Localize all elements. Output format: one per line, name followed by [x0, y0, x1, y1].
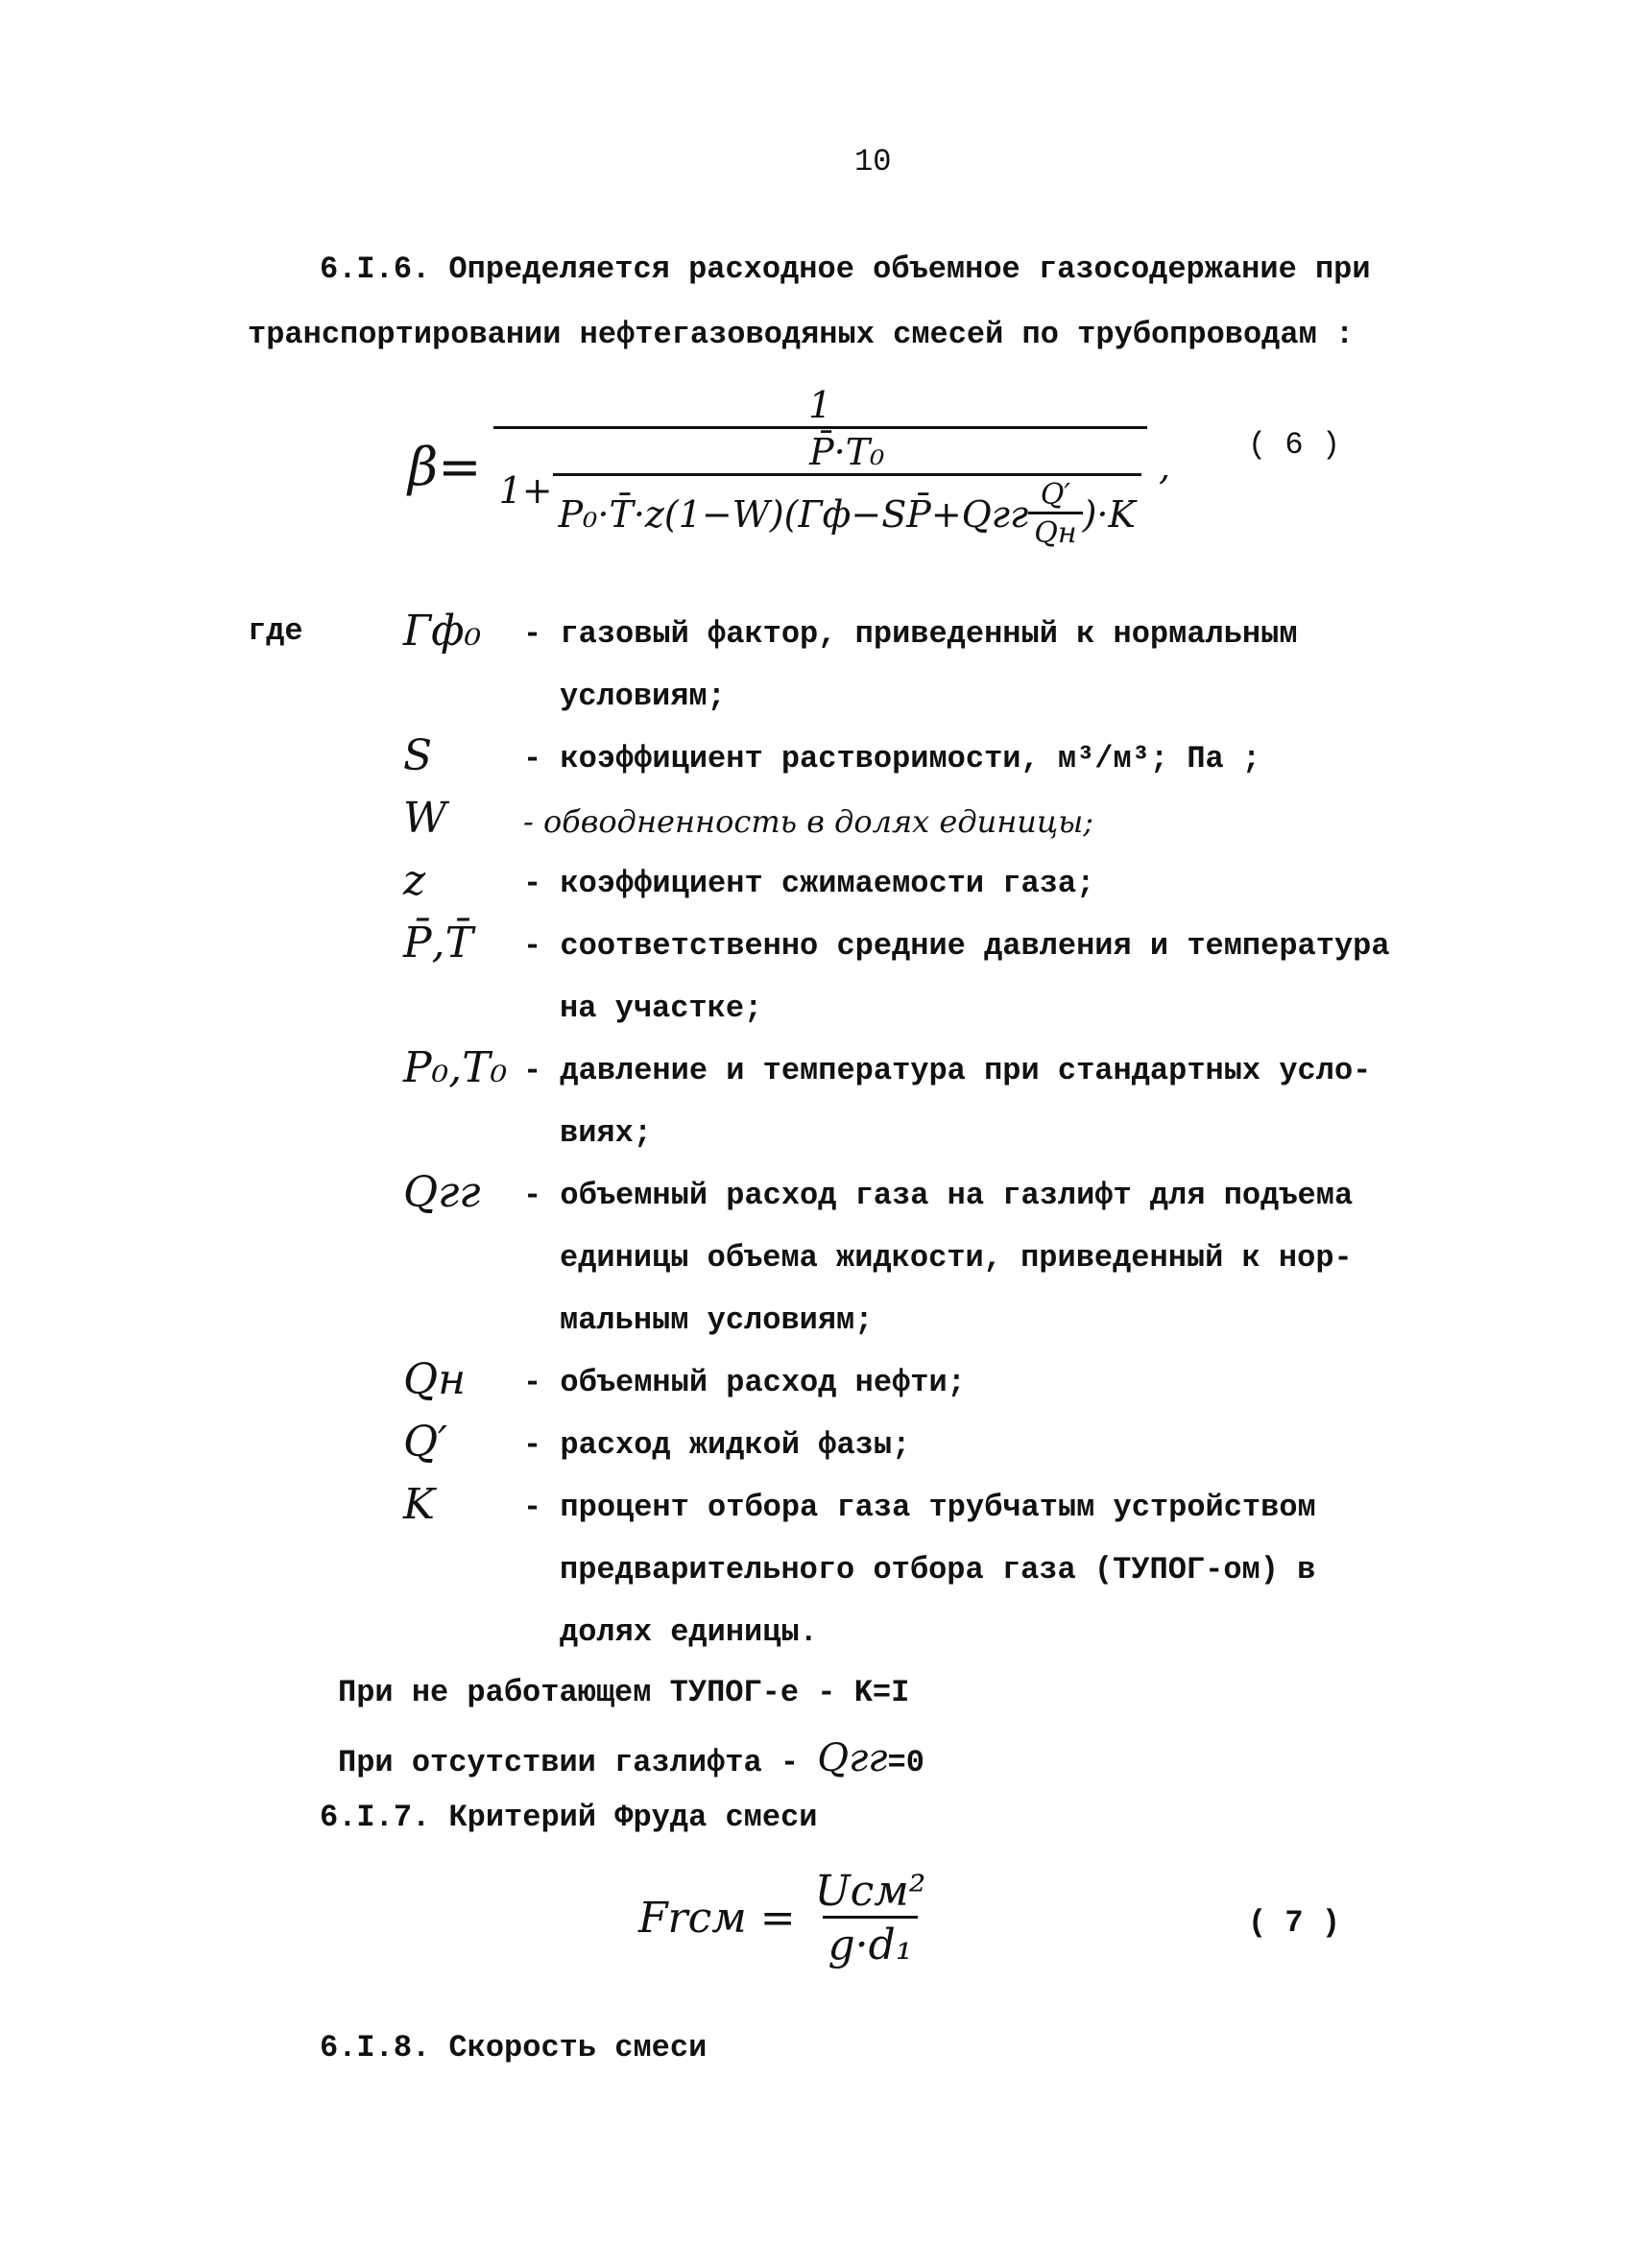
- definition-text: - обводненность в долях единицы;: [523, 803, 1094, 840]
- definition-text: на участке;: [560, 991, 763, 1026]
- definition-text: - расход жидкой фазы;: [523, 1427, 911, 1463]
- formula-6-inner-denominator: [553, 473, 1141, 550]
- formula-6-inner-numerator: P̄·T₀: [809, 431, 885, 473]
- formula-6-q-num: Q′: [1040, 478, 1071, 512]
- where-label: где: [248, 613, 303, 649]
- note-gaslift: [338, 1736, 924, 1780]
- formula-6: [408, 384, 1170, 550]
- formula-7-lhs: Frсм: [638, 1894, 747, 1943]
- formula-7-fraction: [809, 1867, 932, 1970]
- definition-symbol: z: [403, 856, 426, 905]
- definition-text: долях единицы.: [560, 1614, 818, 1650]
- definition-text: - коэффициент растворимости, м³/м³; Па ;: [523, 741, 1261, 776]
- formula-7: [638, 1867, 931, 1970]
- formula-7-numerator: Uсм²: [814, 1867, 926, 1916]
- definition-text: виях;: [560, 1115, 653, 1151]
- definition-text: условиям;: [560, 679, 726, 714]
- formula-6-q-ratio: [1028, 478, 1082, 550]
- formula-7-denominator: g·d₁: [823, 1916, 919, 1970]
- definition-symbol: Qгг: [403, 1168, 481, 1217]
- definition-symbol: P̄,T̄: [403, 919, 473, 967]
- note-tupog: При не работающем ТУПОГ-е - K=I: [338, 1675, 910, 1710]
- formula-7-number: ( 7 ): [1248, 1905, 1341, 1941]
- section-6-1-7: 6.I.7. Критерий Фруда смеси: [320, 1800, 818, 1835]
- definition-text: мальным условиям;: [560, 1302, 874, 1338]
- formula-6-inner-fraction: [553, 431, 1141, 550]
- note-gaslift-text: При отсутствии газлифта -: [338, 1745, 800, 1780]
- formula-6-inner-denominator-text: P₀·T̄·z(1−W)(Гф−SP̄+Qгг: [558, 492, 1029, 536]
- definition-text: - объемный расход нефти;: [523, 1365, 966, 1400]
- note-gaslift-symbol: Qгг: [817, 1736, 888, 1780]
- definition-text: предварительного отбора газа (ТУПОГ-ом) в: [560, 1552, 1316, 1588]
- definition-text: единицы объема жидкости, приведенный к нор-: [560, 1240, 1353, 1276]
- definition-text: - объемный расход газа на газлифт для подъема: [523, 1178, 1354, 1213]
- formula-6-one-plus: 1+: [498, 469, 553, 512]
- section-6-1-6-line1: 6.I.6. Определяется расходное объемное газосодержание при: [320, 251, 1371, 287]
- definition-symbol: Гф₀: [403, 607, 482, 656]
- definition-symbol: Q′: [403, 1418, 448, 1467]
- formula-6-numerator: 1: [808, 384, 832, 426]
- formula-6-lhs: β=: [408, 437, 482, 497]
- definition-text: - процент отбора газа трубчатым устройством: [523, 1490, 1316, 1525]
- formula-7-eq: =: [759, 1894, 796, 1943]
- definition-symbol: S: [403, 731, 433, 780]
- formula-6-comma: ,: [1158, 445, 1171, 489]
- definition-symbol: Qн: [403, 1355, 467, 1404]
- definition-text: - коэффициент сжимаемости газа;: [523, 866, 1095, 901]
- formula-6-denominator: [493, 426, 1147, 550]
- section-6-1-8: 6.I.8. Скорость смеси: [320, 2030, 708, 2065]
- note-gaslift-tail: =0: [887, 1745, 924, 1780]
- formula-6-fraction: [493, 384, 1147, 550]
- definition-symbol: W: [403, 794, 447, 843]
- section-6-1-6-line2: транспортировании нефтегазоводяных смесей по трубопроводам :: [248, 317, 1355, 352]
- formula-6-q-den: Qн: [1028, 512, 1082, 550]
- definition-text: - соответственно средние давления и температура: [523, 928, 1390, 964]
- definition-symbol: K: [403, 1480, 435, 1529]
- page-number: 10: [854, 144, 892, 179]
- definition-text: - давление и температура при стандартных усло-: [523, 1053, 1372, 1088]
- formula-6-tail: )·K: [1082, 492, 1136, 536]
- definition-symbol: P₀,T₀: [403, 1043, 508, 1092]
- definition-text: - газовый фактор, приведенный к нормальным: [523, 616, 1298, 652]
- formula-6-number: ( 6 ): [1248, 427, 1341, 463]
